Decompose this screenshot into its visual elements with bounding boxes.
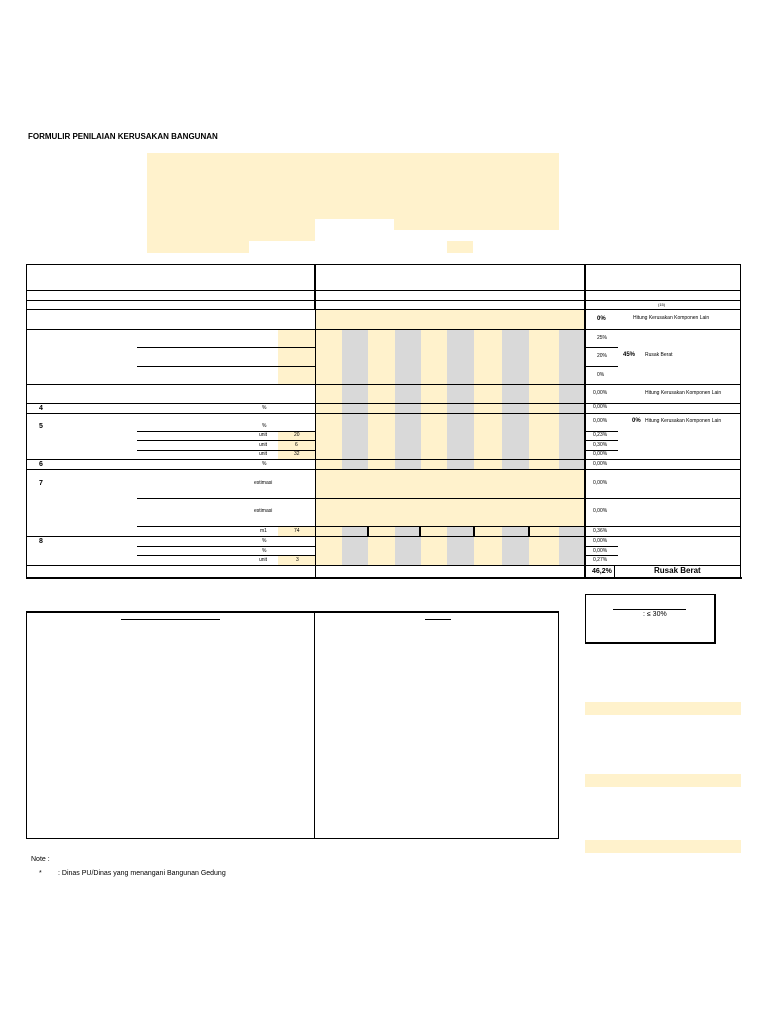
signature-line-right bbox=[425, 619, 451, 620]
table-divider bbox=[584, 264, 586, 578]
main-table-fill-a[interactable] bbox=[278, 330, 585, 385]
table-line bbox=[585, 366, 618, 367]
r3a-value: 25% bbox=[597, 335, 608, 341]
tick bbox=[473, 527, 475, 536]
table-line bbox=[26, 565, 741, 566]
ra-note: Hitung Kerusakan Komponen Lain bbox=[645, 390, 722, 396]
signature-line-left bbox=[121, 619, 220, 620]
legend-box bbox=[585, 594, 716, 644]
r8-unit3: unit bbox=[259, 557, 268, 563]
table-border-top bbox=[26, 264, 741, 265]
table-line bbox=[137, 546, 315, 547]
table-line bbox=[137, 555, 315, 556]
table-line bbox=[26, 309, 741, 310]
r7-value3: 0,36% bbox=[593, 528, 608, 534]
note-star: * bbox=[39, 870, 42, 877]
r8-value3: 0,27% bbox=[593, 557, 608, 563]
r7-unit1: estimasi bbox=[254, 480, 273, 486]
grey-column bbox=[447, 330, 474, 470]
form-title: FORMULIR PENILAIAN KERUSAKAN BANGUNAN bbox=[28, 132, 218, 141]
note-label: Note : bbox=[31, 856, 50, 863]
header-input-field-2[interactable] bbox=[447, 241, 473, 253]
r4-unit: % bbox=[262, 405, 267, 411]
r5-unit1: % bbox=[262, 423, 267, 429]
row-no-4: 4 bbox=[39, 405, 43, 412]
grey-column bbox=[342, 527, 368, 566]
r7-value2: 0,00% bbox=[593, 508, 608, 514]
table-line bbox=[26, 329, 741, 330]
table-line bbox=[26, 413, 741, 414]
table-line bbox=[26, 290, 741, 291]
table-line bbox=[26, 469, 741, 470]
table-line bbox=[137, 450, 315, 451]
grey-column bbox=[559, 330, 585, 470]
r5-unit4: unit bbox=[259, 451, 268, 457]
r5-value3: 0,30% bbox=[593, 442, 608, 448]
table-line bbox=[26, 459, 741, 460]
table-line bbox=[26, 536, 741, 537]
signature-box-right bbox=[315, 611, 559, 839]
r5-qty4[interactable]: 32 bbox=[294, 451, 300, 457]
grey-column bbox=[502, 330, 529, 470]
header-input-area-right[interactable] bbox=[394, 219, 559, 230]
r4-value: 0,00% bbox=[593, 404, 608, 410]
grey-column bbox=[447, 527, 474, 566]
table-divider bbox=[315, 310, 316, 578]
r8-value1: 0,00% bbox=[593, 538, 608, 544]
grey-column bbox=[395, 527, 421, 566]
row-no-6: 6 bbox=[39, 461, 43, 468]
r7-qty3[interactable]: 74 bbox=[294, 528, 300, 534]
input-band-2[interactable] bbox=[585, 774, 741, 787]
tick bbox=[419, 527, 421, 536]
table-line bbox=[137, 498, 741, 499]
input-band-1[interactable] bbox=[585, 702, 741, 715]
table-line bbox=[26, 384, 741, 385]
grey-column bbox=[559, 527, 585, 566]
table-line bbox=[137, 440, 315, 441]
r5-unit2: unit bbox=[259, 432, 268, 438]
row-no-7: 7 bbox=[39, 480, 43, 487]
tick bbox=[367, 527, 369, 536]
table-line bbox=[137, 431, 315, 432]
header-input-area-left[interactable] bbox=[147, 219, 315, 241]
grey-column bbox=[342, 330, 368, 470]
grey-column bbox=[502, 527, 529, 566]
main-table-fill-top[interactable] bbox=[316, 310, 585, 330]
legend-line bbox=[613, 609, 686, 610]
header-input-field-1[interactable] bbox=[147, 241, 249, 253]
table-line bbox=[585, 546, 618, 547]
table-border-right bbox=[740, 264, 741, 578]
ra-value: 0,00% bbox=[593, 390, 608, 396]
table-border-left bbox=[26, 264, 27, 578]
tick bbox=[528, 527, 530, 536]
r8-unit1: % bbox=[262, 538, 267, 544]
total-value: 46,2% bbox=[592, 568, 612, 575]
table-line bbox=[585, 555, 618, 556]
r5-value2: 0,23% bbox=[593, 432, 608, 438]
note-text: : Dinas PU/Dinas yang menangani Bangunan Gedung bbox=[58, 870, 226, 877]
r5-unit3: unit bbox=[259, 442, 268, 448]
r7-unit2: estimasi bbox=[254, 508, 273, 514]
r5-qty3[interactable]: 6 bbox=[295, 442, 298, 448]
total-divider bbox=[614, 566, 615, 578]
r5-value4: 0,00% bbox=[593, 451, 608, 457]
r7-unit3: m1 bbox=[260, 528, 267, 534]
row-no-8: 8 bbox=[39, 538, 43, 545]
r3-note: Hitung Kerusakan Komponen Lain bbox=[633, 315, 710, 321]
r8-value2: 0,00% bbox=[593, 548, 608, 554]
header-input-area[interactable] bbox=[147, 153, 559, 219]
table-line bbox=[585, 347, 618, 348]
r5-note: Hitung Kerusakan Komponen Lain bbox=[645, 418, 722, 424]
r5-qty2[interactable]: 20 bbox=[294, 432, 300, 438]
legend-text: : ≤ 30% bbox=[643, 611, 667, 618]
table-line bbox=[585, 440, 618, 441]
table-divider bbox=[314, 264, 316, 310]
r8-unit2: % bbox=[262, 548, 267, 554]
row-no-5: 5 bbox=[39, 423, 43, 430]
total-status: Rusak Berat bbox=[654, 566, 701, 575]
grey-column bbox=[395, 330, 421, 470]
table-border-bottom bbox=[26, 577, 742, 579]
table-line bbox=[137, 366, 315, 367]
r7-value1: 0,00% bbox=[593, 480, 608, 486]
r3-percent: 0% bbox=[597, 316, 606, 322]
r3c-value: 0% bbox=[597, 372, 605, 378]
table-line bbox=[137, 526, 741, 527]
r6-unit: % bbox=[262, 461, 267, 467]
r5-total: 0% bbox=[632, 418, 641, 424]
table-line bbox=[137, 347, 315, 348]
table-line bbox=[26, 300, 741, 301]
r8-qty3[interactable]: 3 bbox=[296, 557, 299, 563]
header-small-label: (15) bbox=[658, 302, 666, 307]
input-band-3[interactable] bbox=[585, 840, 741, 853]
signature-box-left bbox=[26, 611, 315, 839]
r3b-total: 45% bbox=[623, 352, 636, 358]
r3b-status: Rusak Berat bbox=[645, 352, 673, 358]
r3b-value: 20% bbox=[597, 353, 608, 359]
r5-value1: 0,00% bbox=[593, 418, 608, 424]
table-line bbox=[26, 403, 741, 404]
r6-value: 0,00% bbox=[593, 461, 608, 467]
